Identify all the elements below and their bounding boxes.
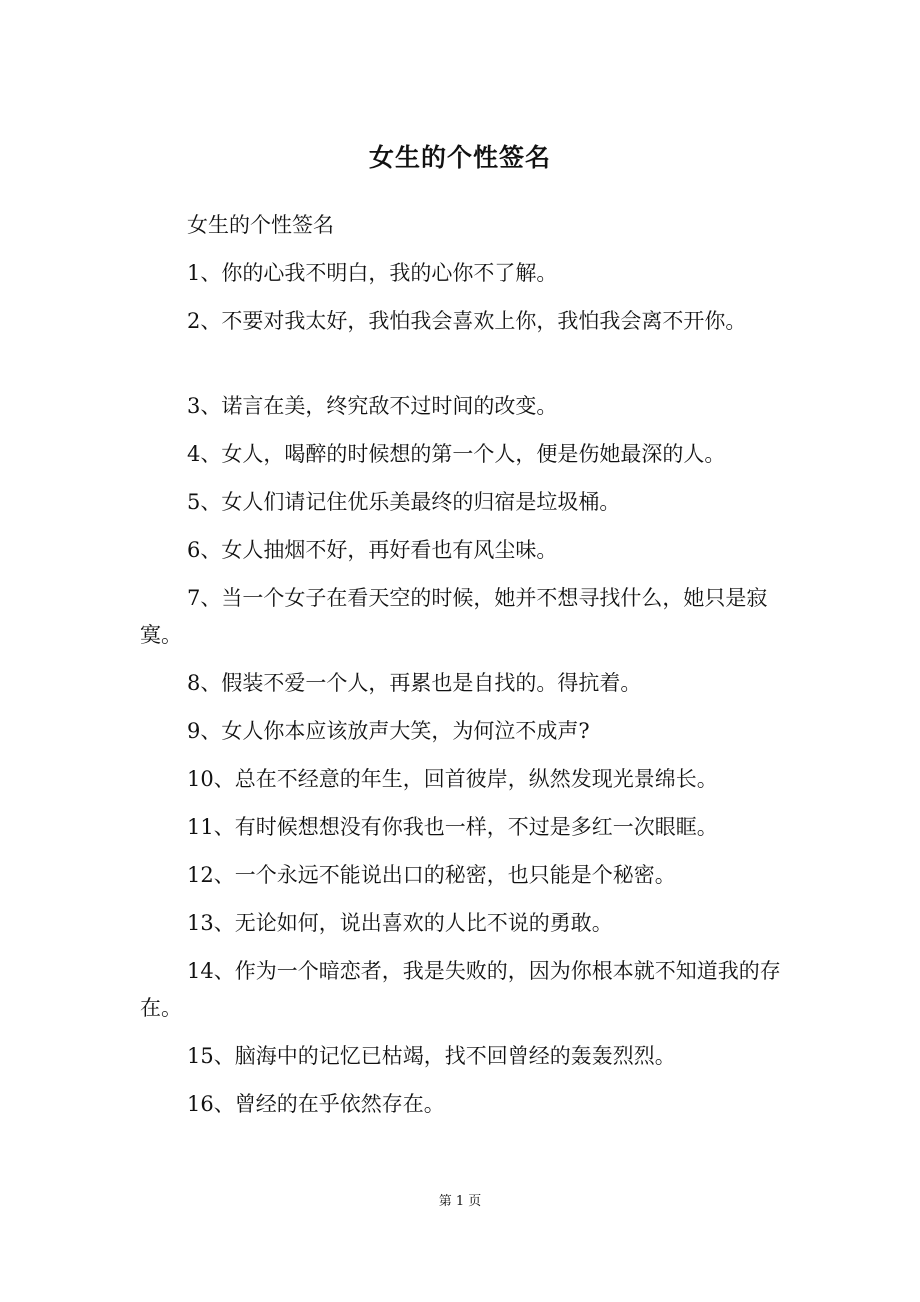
- document-title: 女生的个性签名: [368, 143, 551, 172]
- paragraph-item-10: 10、总在不经意的年生，回首彼岸，纵然发现光景绵长。: [187, 767, 718, 791]
- paragraph-item-14: 14、作为一个暗恋者，我是失败的，因为你根本就不知道我的存在。: [140, 959, 781, 1020]
- paragraph-item-8: 8、假装不爱一个人，再累也是自找的。得抗着。: [187, 671, 642, 695]
- paragraph-item-6: 6、女人抽烟不好，再好看也有风尘味。: [187, 538, 558, 562]
- document-body: [140, 207, 800, 1134]
- paragraph-item-12: 12、一个永远不能说出口的秘密，也只能是个秘密。: [187, 863, 676, 887]
- paragraph-item-7: 7、当一个女子在看天空的时候，她并不想寻找什么，她只是寂寞。: [140, 586, 768, 647]
- paragraph-item-15: 15、脑海中的记忆已枯竭，找不回曾经的轰轰烈烈。: [187, 1044, 676, 1068]
- paragraph-item-1: 1、你的心我不明白，我的心你不了解。: [187, 261, 558, 285]
- paragraph-item-2: 2、不要对我太好，我怕我会喜欢上你，我怕我会离不开你。: [187, 309, 747, 333]
- paragraph-item-13: 13、无论如何，说出喜欢的人比不说的勇敢。: [187, 911, 613, 935]
- paragraph-item-3: 3、诺言在美，终究敌不过时间的改变。: [187, 394, 558, 418]
- page-number: 第 1 页: [438, 1194, 482, 1209]
- paragraph-item-5: 5、女人们请记住优乐美最终的归宿是垃圾桶。: [187, 490, 621, 514]
- paragraph-heading: 女生的个性签名: [187, 213, 334, 237]
- paragraph-item-9: 9、女人你本应该放声大笑，为何泣不成声?: [187, 719, 590, 743]
- paragraph-item-11: 11、有时候想想没有你我也一样，不过是多红一次眼眶。: [187, 815, 718, 839]
- paragraph-item-16: 16、曾经的在乎依然存在。: [187, 1092, 445, 1116]
- paragraph-item-4: 4、女人，喝醉的时候想的第一个人，便是伤她最深的人。: [187, 442, 726, 466]
